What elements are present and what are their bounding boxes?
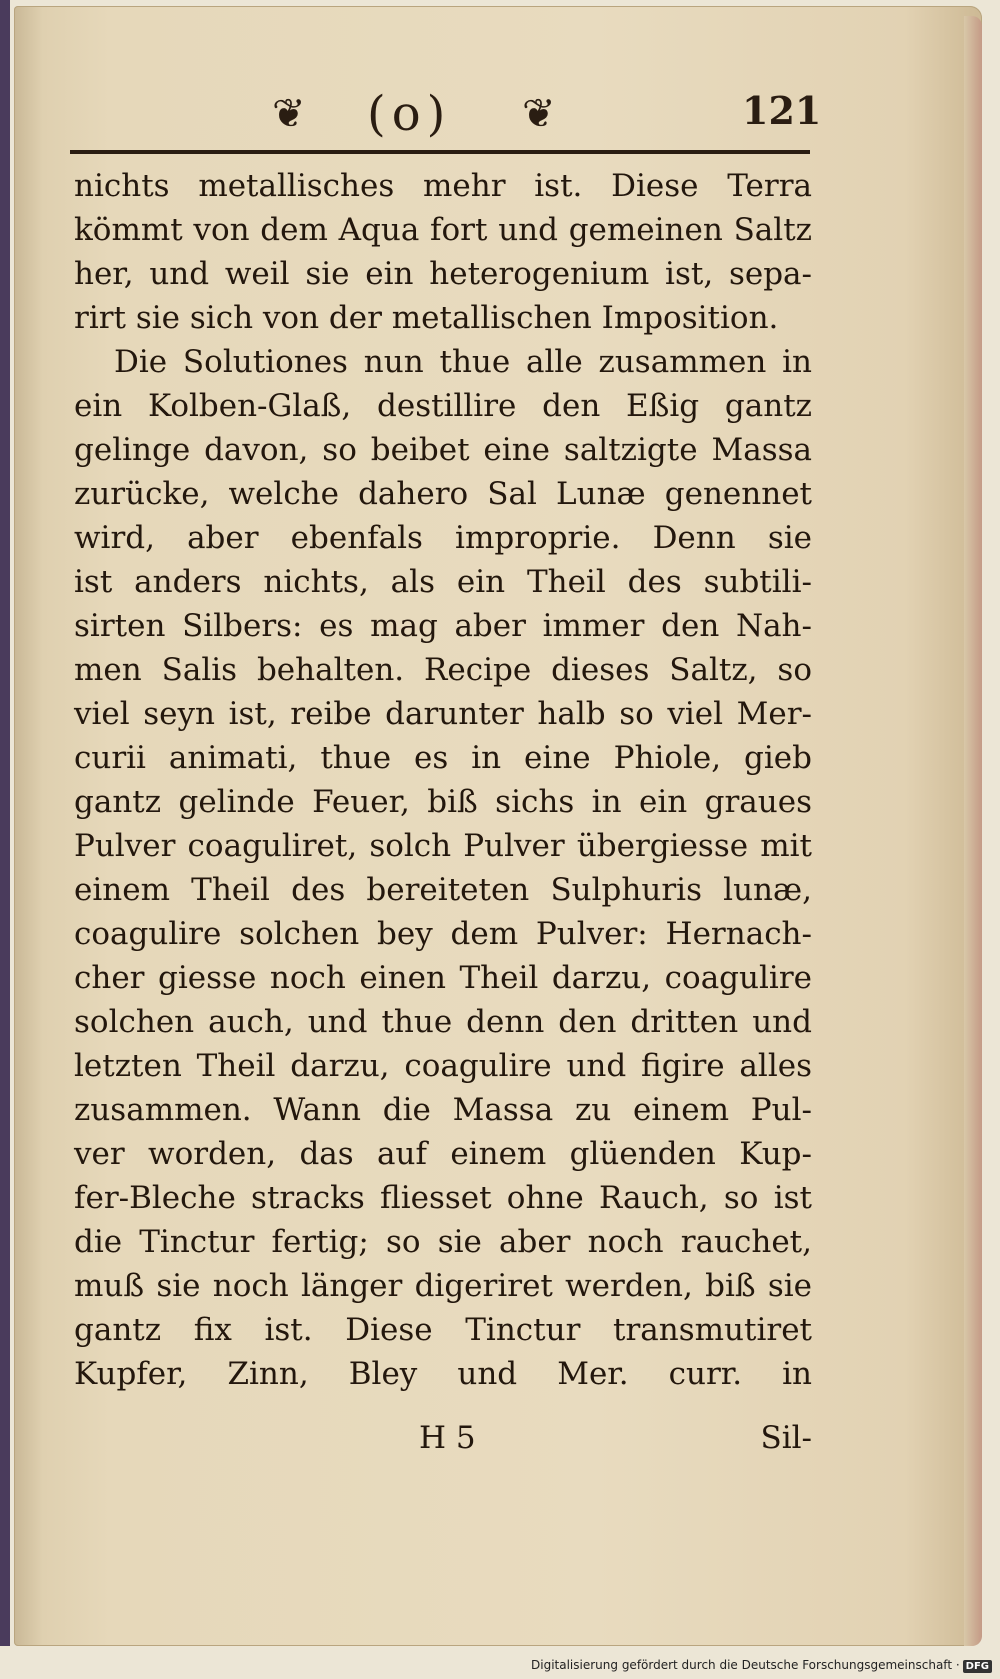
- text-line: coagulire solchen bey dem Pulver: Hernach-: [74, 916, 812, 952]
- header-rule: [70, 150, 810, 154]
- text-line: muß sie noch länger digeriret werden, biß sie: [74, 1268, 812, 1304]
- text-line: gelinge davon, so beibet eine saltzigte Massa: [74, 432, 812, 468]
- text-line: ver worden, das auf einem glüenden Kup-: [74, 1136, 812, 1172]
- ornament-left-icon: ❦: [272, 91, 306, 137]
- page-footer: [74, 1420, 812, 1470]
- text-line: letzten Theil darzu, coagulire und figire alles: [74, 1048, 812, 1084]
- text-line: Kupfer, Zinn, Bley und Mer. curr. in: [74, 1356, 812, 1392]
- text-line: cher giesse noch einen Theil darzu, coagulire: [74, 960, 812, 996]
- catchword: Sil-: [760, 1420, 812, 1456]
- text-line: curii animati, thue es in eine Phiole, gieb: [74, 740, 812, 776]
- text-line: solchen auch, und thue denn den dritten und: [74, 1004, 812, 1040]
- book-spine: [0, 0, 10, 1646]
- page-header: [82, 78, 822, 142]
- running-head: (o): [367, 86, 452, 142]
- page-number: 121: [742, 88, 822, 133]
- page-fore-edge: [964, 16, 982, 1646]
- text-line: rirt sie sich von der metallischen Imposition.: [74, 300, 779, 336]
- text-line: fer-Bleche stracks fliesset ohne Rauch, so ist: [74, 1180, 812, 1216]
- text-line: nichts metallisches mehr ist. Diese Terra: [74, 168, 812, 204]
- credit-text: Digitalisierung gefördert durch die Deutsche Forschungsgemeinschaft ·: [531, 1658, 960, 1672]
- text-line: ein Kolben-Glaß, destillire den Eßig gantz: [74, 388, 812, 424]
- text-line: her, und weil sie ein heterogenium ist, sepa-: [74, 256, 812, 292]
- text-line: men Salis behalten. Recipe dieses Saltz, so: [74, 652, 812, 688]
- text-line: einem Theil des bereiteten Sulphuris lunæ,: [74, 872, 812, 908]
- text-line: sirten Silbers: es mag aber immer den Nah-: [74, 608, 812, 644]
- body-text: [74, 164, 812, 1396]
- text-line: wird, aber ebenfals improprie. Denn sie: [74, 520, 812, 556]
- text-line: die Tinctur fertig; so sie aber noch rauchet,: [74, 1224, 812, 1260]
- text-line: kömmt von dem Aqua fort und gemeinen Saltz: [74, 212, 812, 248]
- text-line: ist anders nichts, als ein Theil des subtili-: [74, 564, 812, 600]
- text-line: gantz fix ist. Diese Tinctur transmutiret: [74, 1312, 812, 1348]
- text-line: zurücke, welche dahero Sal Lunæ genennet: [74, 476, 812, 512]
- text-line: Pulver coaguliret, solch Pulver übergiesse mit: [74, 828, 812, 864]
- signature-mark: H 5: [419, 1420, 476, 1456]
- text-line: Die Solutiones nun thue alle zusammen in: [114, 344, 812, 380]
- text-line: viel seyn ist, reibe darunter halb so viel Mer-: [74, 696, 812, 732]
- text-line: zusammen. Wann die Massa zu einem Pul-: [74, 1092, 812, 1128]
- digitization-credit: [531, 1658, 992, 1673]
- ornament-right-icon: ❦: [522, 91, 556, 137]
- dfg-logo-icon: DFG: [963, 1660, 992, 1673]
- text-line: gantz gelinde Feuer, biß sichs in ein graues: [74, 784, 812, 820]
